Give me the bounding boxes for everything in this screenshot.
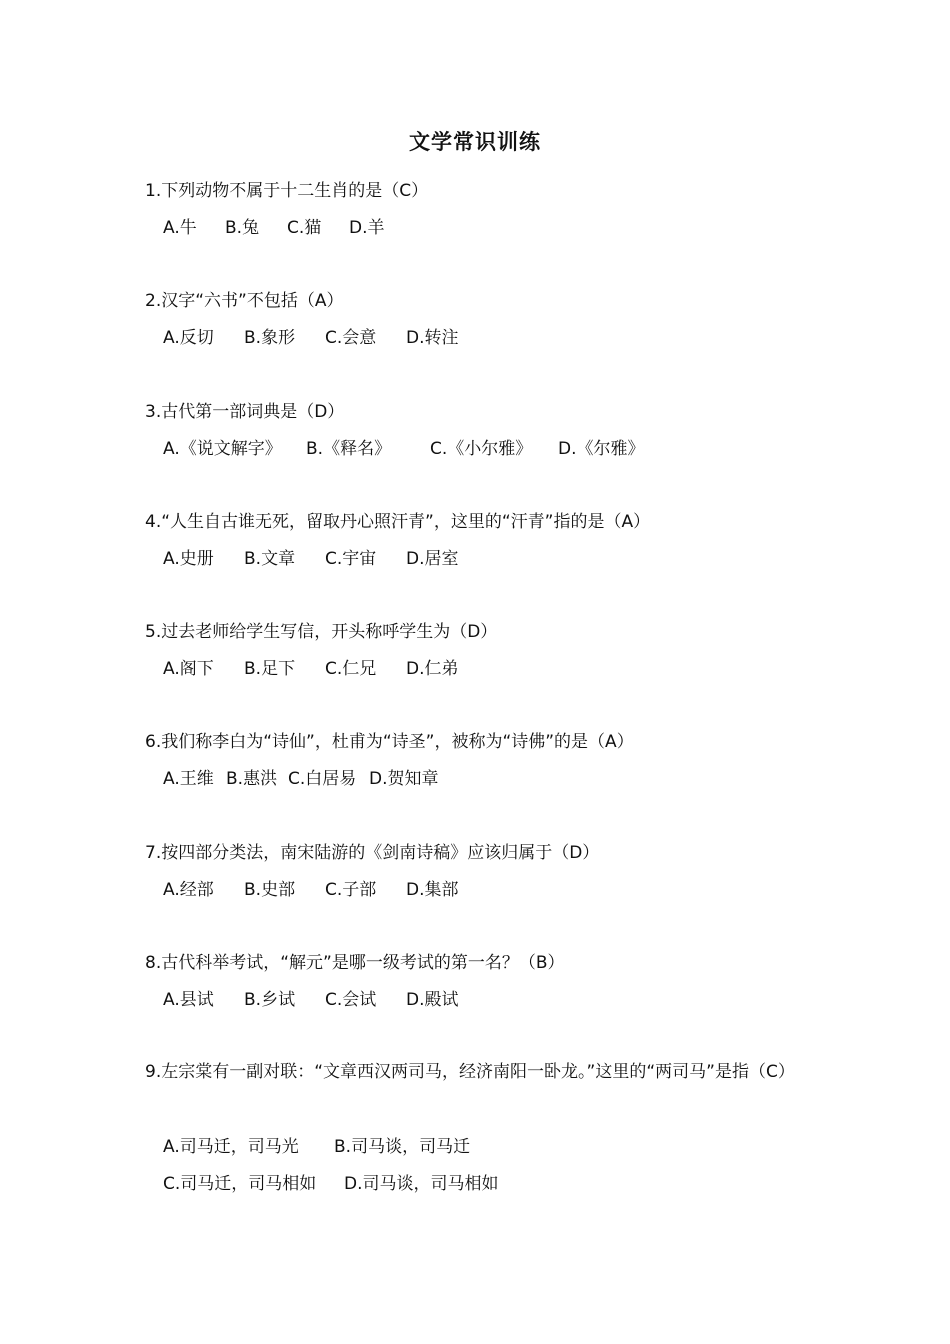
page-title: 文学常识训练 (409, 129, 541, 154)
option-a: A.阁下 (163, 659, 214, 679)
options-9-row-2 (163, 1172, 499, 1196)
options-8 (163, 988, 459, 1012)
option-d: D.转注 (406, 328, 459, 348)
option-d: D.贺知章 (369, 769, 439, 789)
option-c: C.子部 (325, 880, 377, 900)
option-d: D.《尔雅》 (558, 439, 645, 459)
options-6 (163, 767, 439, 791)
options-7 (163, 878, 459, 902)
question-2: 2.汉字“六书”不包括（A） (145, 291, 344, 311)
option-a: A.司马迁，司马光 (163, 1137, 299, 1157)
question-3: 3.古代第一部词典是（D） (145, 402, 345, 422)
option-a: A.史册 (163, 549, 214, 569)
option-c: C.仁兄 (325, 659, 377, 679)
options-9-row-1 (163, 1135, 470, 1159)
option-a: A.经部 (163, 880, 214, 900)
question-8: 8.古代科举考试，“解元”是哪一级考试的第一名？（B） (145, 953, 565, 973)
options-5 (163, 657, 459, 681)
option-d: D.居室 (406, 549, 459, 569)
question-9: 9.左宗棠有一副对联：“文章西汉两司马，经济南阳一卧龙。”这里的“两司马”是指（C） (145, 1062, 795, 1082)
option-b: B.足下 (244, 659, 296, 679)
options-4 (163, 547, 459, 571)
question-1: 1.下列动物不属于十二生肖的是（C） (145, 181, 429, 201)
question-4: 4.“人生自古谁无死，留取丹心照汗青”，这里的“汗青”指的是（A） (145, 512, 651, 532)
option-c: C.白居易 (288, 769, 357, 789)
option-b: B.司马谈，司马迁 (334, 1137, 471, 1157)
option-b: B.惠洪 (226, 769, 278, 789)
option-d: D.羊 (349, 218, 385, 238)
option-b: B.兔 (225, 218, 260, 238)
option-b: B.乡试 (244, 990, 296, 1010)
option-a: A.县试 (163, 990, 214, 1010)
options-3 (163, 437, 645, 461)
option-d: D.司马谈，司马相如 (344, 1174, 499, 1194)
option-b: B.史部 (244, 880, 296, 900)
question-5: 5.过去老师给学生写信，开头称呼学生为（D） (145, 622, 498, 642)
question-7: 7.按四部分类法，南宋陆游的《剑南诗稿》应该归属于（D） (145, 843, 600, 863)
option-b: B.文章 (244, 549, 296, 569)
options-2 (163, 326, 459, 350)
option-a: A.王维 (163, 769, 214, 789)
option-c: C.猫 (287, 218, 322, 238)
option-c: C.司马迁，司马相如 (163, 1174, 317, 1194)
option-a: A.《说文解字》 (163, 439, 282, 459)
option-a: A.反切 (163, 328, 214, 348)
options-1 (163, 216, 385, 240)
option-b: B.《释名》 (306, 439, 392, 459)
option-a: A.牛 (163, 218, 197, 238)
option-d: D.集部 (406, 880, 459, 900)
option-c: C.会试 (325, 990, 377, 1010)
option-c: C.宇宙 (325, 549, 377, 569)
option-b: B.象形 (244, 328, 296, 348)
option-d: D.仁弟 (406, 659, 459, 679)
question-6: 6.我们称李白为“诗仙”，杜甫为“诗圣”，被称为“诗佛”的是（A） (145, 732, 634, 752)
option-c: C.《小尔雅》 (430, 439, 533, 459)
option-d: D.殿试 (406, 990, 459, 1010)
option-c: C.会意 (325, 328, 377, 348)
